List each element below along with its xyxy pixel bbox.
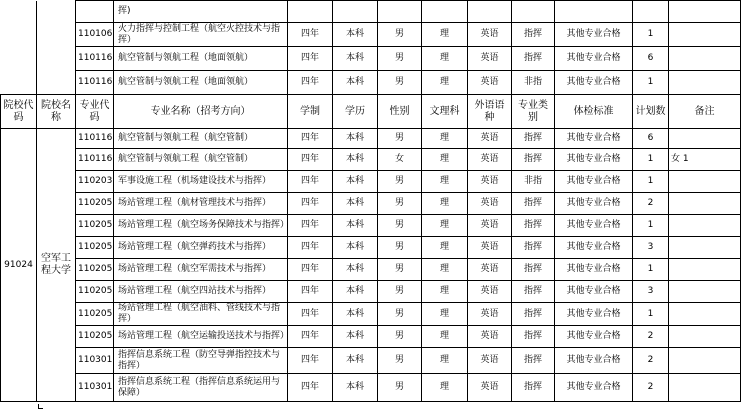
note-cell [669, 171, 741, 193]
table-row [1, 23, 741, 47]
physical-cell: 其他专业合格 [555, 237, 633, 259]
language-cell: 英语 [468, 326, 512, 348]
plan-cell: 3 [633, 281, 669, 303]
category-cell [512, 1, 555, 23]
major-code-cell: 110205 [76, 237, 114, 259]
plan-cell: 3 [633, 237, 669, 259]
major-code-cell [76, 1, 114, 23]
duration-cell: 四年 [288, 374, 333, 402]
language-cell: 英语 [468, 215, 512, 237]
note-cell [669, 281, 741, 303]
note-cell [669, 374, 741, 402]
major-code-cell: 110205 [76, 259, 114, 281]
subject-cell: 理 [422, 193, 468, 215]
physical-cell: 其他专业合格 [555, 374, 633, 402]
subject-cell: 理 [422, 171, 468, 193]
major-code-cell: 110116 [76, 149, 114, 171]
degree-cell: 本科 [333, 71, 378, 95]
plan-cell: 2 [633, 193, 669, 215]
duration-cell: 四年 [288, 71, 333, 95]
subject-cell: 理 [422, 47, 468, 71]
major-name-cell: 场站管理工程（航材管理技术与指挥） [114, 193, 288, 215]
school-name-cell: 空军工程大学 [37, 129, 76, 402]
gender-cell: 男 [378, 193, 422, 215]
note-cell [669, 237, 741, 259]
duration-cell: 四年 [288, 193, 333, 215]
subject-cell: 理 [422, 149, 468, 171]
gender-cell: 男 [378, 171, 422, 193]
subject-cell: 理 [422, 259, 468, 281]
note-cell [669, 193, 741, 215]
plan-cell: 2 [633, 326, 669, 348]
physical-cell: 其他专业合格 [555, 129, 633, 149]
major-code-cell: 110205 [76, 193, 114, 215]
note-cell [669, 215, 741, 237]
category-cell: 指挥 [512, 259, 555, 281]
page-corner-mark [38, 404, 43, 409]
header-duration: 学制 [288, 95, 333, 129]
language-cell: 英语 [468, 47, 512, 71]
physical-cell: 其他专业合格 [555, 303, 633, 326]
table-row [1, 171, 741, 193]
physical-cell: 其他专业合格 [555, 281, 633, 303]
major-name-cell: 航空管制与领航工程（航空管制） [114, 149, 288, 171]
physical-cell: 其他专业合格 [555, 193, 633, 215]
physical-cell: 其他专业合格 [555, 71, 633, 95]
major-code-cell: 110205 [76, 326, 114, 348]
table-row [1, 237, 741, 259]
degree-cell: 本科 [333, 326, 378, 348]
language-cell: 英语 [468, 303, 512, 326]
category-cell: 指挥 [512, 129, 555, 149]
subject-cell: 理 [422, 71, 468, 95]
note-cell: 女 1 [669, 149, 741, 171]
header-physical: 体检标准 [555, 95, 633, 129]
physical-cell: 其他专业合格 [555, 326, 633, 348]
plan-cell: 1 [633, 171, 669, 193]
gender-cell: 男 [378, 71, 422, 95]
gender-cell: 男 [378, 237, 422, 259]
table-row [1, 129, 741, 149]
language-cell: 英语 [468, 171, 512, 193]
language-cell: 英语 [468, 281, 512, 303]
major-name-cell: 航空管制与领航工程（航空管制） [114, 129, 288, 149]
duration-cell: 四年 [288, 129, 333, 149]
major-code-cell: 110205 [76, 281, 114, 303]
note-cell [669, 129, 741, 149]
subject-cell: 理 [422, 23, 468, 47]
table-row [1, 281, 741, 303]
table-row [1, 149, 741, 171]
major-name-cell: 航空管制与领航工程（地面领航） [114, 47, 288, 71]
duration-cell: 四年 [288, 237, 333, 259]
physical-cell [555, 1, 633, 23]
school-name-cell [37, 1, 76, 23]
table-row [1, 215, 741, 237]
degree-cell: 本科 [333, 374, 378, 402]
table-row [1, 47, 741, 71]
gender-cell: 男 [378, 215, 422, 237]
physical-cell: 其他专业合格 [555, 259, 633, 281]
category-cell: 指挥 [512, 326, 555, 348]
physical-cell: 其他专业合格 [555, 348, 633, 374]
language-cell: 英语 [468, 348, 512, 374]
category-cell: 非指 [512, 171, 555, 193]
language-cell: 英语 [468, 374, 512, 402]
plan-cell: 6 [633, 129, 669, 149]
plan-cell: 6 [633, 47, 669, 71]
major-code-cell: 110116 [76, 71, 114, 95]
degree-cell: 本科 [333, 348, 378, 374]
language-cell [468, 1, 512, 23]
degree-cell: 本科 [333, 237, 378, 259]
table-row [1, 348, 741, 374]
subject-cell: 理 [422, 348, 468, 374]
plan-cell: 1 [633, 23, 669, 47]
subject-cell: 理 [422, 129, 468, 149]
language-cell: 英语 [468, 71, 512, 95]
category-cell: 指挥 [512, 281, 555, 303]
gender-cell: 男 [378, 23, 422, 47]
major-name-cell: 挥) [114, 1, 288, 23]
degree-cell: 本科 [333, 281, 378, 303]
header-school-code: 院校代码 [1, 95, 37, 129]
subject-cell [422, 1, 468, 23]
major-code-cell: 110116 [76, 47, 114, 71]
category-cell: 指挥 [512, 215, 555, 237]
major-name-cell: 火力指挥与控制工程（航空火控技术与指挥） [114, 23, 288, 47]
degree-cell: 本科 [333, 47, 378, 71]
language-cell: 英语 [468, 149, 512, 171]
category-cell: 指挥 [512, 303, 555, 326]
degree-cell: 本科 [333, 129, 378, 149]
note-cell [669, 348, 741, 374]
degree-cell: 本科 [333, 23, 378, 47]
gender-cell: 男 [378, 47, 422, 71]
table-row [1, 193, 741, 215]
major-code-cell: 110106 [76, 23, 114, 47]
header-school-name: 院校名称 [37, 95, 76, 129]
category-cell: 指挥 [512, 149, 555, 171]
category-cell: 指挥 [512, 193, 555, 215]
major-code-cell: 110203 [76, 171, 114, 193]
degree-cell: 本科 [333, 149, 378, 171]
duration-cell: 四年 [288, 348, 333, 374]
major-name-cell: 场站管理工程（航空军需技术与指挥） [114, 259, 288, 281]
subject-cell: 理 [422, 281, 468, 303]
subject-cell: 理 [422, 215, 468, 237]
plan-cell: 2 [633, 348, 669, 374]
physical-cell: 其他专业合格 [555, 47, 633, 71]
duration-cell: 四年 [288, 326, 333, 348]
header-gender: 性别 [378, 95, 422, 129]
school-code-cell [1, 1, 37, 23]
table-row [1, 326, 741, 348]
note-cell [669, 23, 741, 47]
table-row [1, 1, 741, 23]
physical-cell: 其他专业合格 [555, 215, 633, 237]
degree-cell: 本科 [333, 193, 378, 215]
duration-cell: 四年 [288, 47, 333, 71]
plan-cell: 1 [633, 71, 669, 95]
gender-cell: 女 [378, 149, 422, 171]
header-major-code: 专业代码 [76, 95, 114, 129]
degree-cell [333, 1, 378, 23]
duration-cell [288, 1, 333, 23]
category-cell: 指挥 [512, 23, 555, 47]
subject-cell: 理 [422, 326, 468, 348]
note-cell [669, 71, 741, 95]
gender-cell: 男 [378, 348, 422, 374]
duration-cell: 四年 [288, 281, 333, 303]
duration-cell: 四年 [288, 259, 333, 281]
gender-cell [378, 1, 422, 23]
note-cell [669, 1, 741, 23]
table-row [1, 374, 741, 402]
note-cell [669, 47, 741, 71]
major-name-cell: 场站管理工程（航空场务保障技术与指挥） [114, 215, 288, 237]
note-cell [669, 259, 741, 281]
duration-cell: 四年 [288, 171, 333, 193]
category-cell: 指挥 [512, 348, 555, 374]
gender-cell: 男 [378, 303, 422, 326]
plan-cell: 1 [633, 303, 669, 326]
header-language: 外语语种 [468, 95, 512, 129]
plan-cell: 2 [633, 374, 669, 402]
major-name-cell: 场站管理工程（航空四站技术与指挥） [114, 281, 288, 303]
header-plan: 计划数 [633, 95, 669, 129]
header-subject: 文理科 [422, 95, 468, 129]
category-cell: 指挥 [512, 47, 555, 71]
major-name-cell: 指挥信息系统工程（防空导弹指控技术与指挥） [114, 348, 288, 374]
gender-cell: 男 [378, 281, 422, 303]
physical-cell: 其他专业合格 [555, 23, 633, 47]
language-cell: 英语 [468, 237, 512, 259]
gender-cell: 男 [378, 326, 422, 348]
plan-cell: 1 [633, 149, 669, 171]
major-name-cell: 场站管理工程（航空运输投送技术与指挥） [114, 326, 288, 348]
plan-cell [633, 1, 669, 23]
degree-cell: 本科 [333, 259, 378, 281]
duration-cell: 四年 [288, 23, 333, 47]
header-degree: 学历 [333, 95, 378, 129]
major-name-cell: 场站管理工程（航空油料、管线技术与指挥） [114, 303, 288, 326]
subject-cell: 理 [422, 303, 468, 326]
table-row [1, 71, 741, 95]
duration-cell: 四年 [288, 303, 333, 326]
note-cell [669, 326, 741, 348]
language-cell: 英语 [468, 193, 512, 215]
language-cell: 英语 [468, 259, 512, 281]
duration-cell: 四年 [288, 215, 333, 237]
school-code-cell: 91024 [1, 129, 37, 402]
header-major-name: 专业名称（招考方向） [114, 95, 288, 129]
degree-cell: 本科 [333, 215, 378, 237]
gender-cell: 男 [378, 259, 422, 281]
physical-cell: 其他专业合格 [555, 171, 633, 193]
plan-cell: 1 [633, 259, 669, 281]
physical-cell: 其他专业合格 [555, 149, 633, 171]
language-cell: 英语 [468, 129, 512, 149]
major-name-cell: 指挥信息系统工程（指挥信息系统运用与保障） [114, 374, 288, 402]
major-code-cell: 110205 [76, 215, 114, 237]
major-name-cell: 军事设施工程（机场建设技术与指挥） [114, 171, 288, 193]
degree-cell: 本科 [333, 171, 378, 193]
degree-cell: 本科 [333, 303, 378, 326]
header-note: 备注 [669, 95, 741, 129]
category-cell: 非指 [512, 71, 555, 95]
subject-cell: 理 [422, 374, 468, 402]
category-cell: 指挥 [512, 374, 555, 402]
major-name-cell: 场站管理工程（航空弹药技术与指挥） [114, 237, 288, 259]
gender-cell: 男 [378, 129, 422, 149]
table-row [1, 259, 741, 281]
table-header-row [1, 95, 741, 129]
major-code-cell: 110301 [76, 348, 114, 374]
category-cell: 指挥 [512, 237, 555, 259]
note-cell [669, 303, 741, 326]
plan-cell: 1 [633, 215, 669, 237]
duration-cell: 四年 [288, 149, 333, 171]
major-code-cell: 110301 [76, 374, 114, 402]
major-code-cell: 110116 [76, 129, 114, 149]
language-cell: 英语 [468, 23, 512, 47]
subject-cell: 理 [422, 237, 468, 259]
gender-cell: 男 [378, 374, 422, 402]
major-name-cell: 航空管制与领航工程（地面领航） [114, 71, 288, 95]
header-category: 专业类别 [512, 95, 555, 129]
major-code-cell: 110205 [76, 303, 114, 326]
table-row [1, 303, 741, 326]
